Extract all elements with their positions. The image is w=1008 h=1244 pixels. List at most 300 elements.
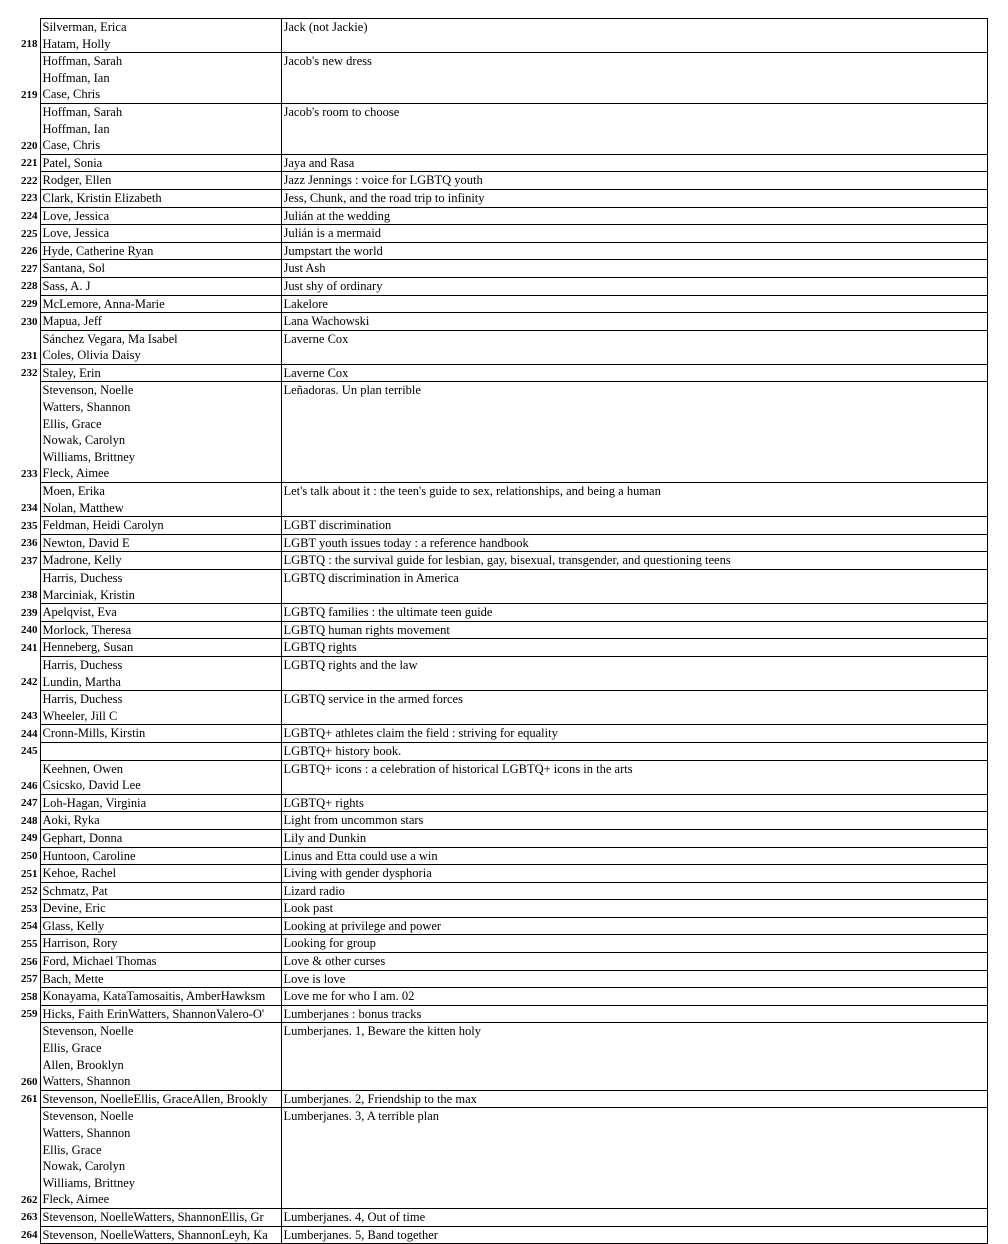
author-cell bbox=[40, 154, 281, 172]
author-cell bbox=[40, 330, 281, 364]
author-name: Ellis, Grace bbox=[42, 1041, 102, 1056]
author-cell bbox=[40, 656, 281, 690]
title-cell bbox=[281, 970, 987, 988]
title-cell bbox=[281, 604, 987, 622]
author-name: Fleck, Aimee bbox=[42, 1192, 110, 1207]
row-number: 250 bbox=[21, 850, 38, 862]
author-name: Silverman, Erica bbox=[42, 20, 127, 34]
row-number: 258 bbox=[21, 990, 38, 1003]
table-row bbox=[0, 364, 987, 382]
table-row bbox=[0, 225, 987, 243]
author-cell bbox=[40, 207, 281, 225]
author-name: Fleck, Aimee bbox=[42, 466, 110, 481]
author-cell bbox=[40, 794, 281, 812]
author-name: Rodger, Ellen bbox=[42, 173, 112, 188]
title-cell bbox=[281, 742, 987, 760]
author-name: Hoffman, Sarah bbox=[42, 104, 123, 119]
author-name: Harris, Duchess bbox=[42, 692, 123, 707]
title-text: Lumberjanes. 5, Band together bbox=[283, 1227, 438, 1242]
row-number: 264 bbox=[21, 1229, 38, 1242]
author-name: Ellis, Grace bbox=[42, 1142, 102, 1157]
table-row bbox=[0, 988, 987, 1006]
title-text: Leñadoras. Un plan terrible bbox=[283, 383, 421, 398]
table-row bbox=[0, 154, 987, 172]
table-row bbox=[0, 656, 987, 690]
table-row bbox=[0, 382, 987, 483]
author-cell bbox=[40, 172, 281, 190]
author-cell bbox=[40, 364, 281, 382]
title-cell bbox=[281, 900, 987, 918]
title-cell bbox=[281, 865, 987, 883]
author-name: Konayama, KataTamosaitis, AmberHawksm bbox=[42, 989, 266, 1004]
title-cell bbox=[281, 330, 987, 364]
title-text: Love & other curses bbox=[283, 954, 386, 969]
title-text: Let's talk about it : the teen's guide to sex, relationships, and being a human bbox=[283, 484, 661, 499]
table-row bbox=[0, 760, 987, 794]
row-number: 255 bbox=[21, 937, 38, 950]
catalog-rows bbox=[0, 19, 987, 1244]
author-cell bbox=[40, 277, 281, 295]
title-text: LGBT discrimination bbox=[283, 518, 392, 533]
row-number: 240 bbox=[21, 624, 38, 637]
title-cell bbox=[281, 953, 987, 971]
title-cell bbox=[281, 1226, 987, 1244]
title-text: Light from uncommon stars bbox=[283, 813, 424, 828]
row-number: 257 bbox=[21, 973, 38, 986]
title-cell bbox=[281, 1108, 987, 1209]
author-cell bbox=[40, 604, 281, 622]
title-cell bbox=[281, 277, 987, 295]
author-name: Madrone, Kelly bbox=[42, 553, 122, 568]
title-text: LGBTQ families : the ultimate teen guide bbox=[283, 605, 493, 620]
row-number: 229 bbox=[21, 298, 38, 310]
row-number: 228 bbox=[21, 280, 38, 293]
title-text: Looking for group bbox=[283, 936, 376, 951]
row-number: 246 bbox=[21, 779, 38, 792]
author-cell bbox=[40, 1090, 281, 1108]
row-number: 226 bbox=[21, 245, 38, 258]
author-cell bbox=[40, 988, 281, 1006]
author-name: Ford, Michael Thomas bbox=[42, 954, 157, 969]
author-name: Case, Chris bbox=[42, 87, 101, 102]
author-name: Hoffman, Ian bbox=[42, 121, 110, 136]
author-name: Staley, Erin bbox=[42, 365, 101, 380]
row-number: 241 bbox=[21, 641, 38, 654]
table-row bbox=[0, 1208, 987, 1226]
title-cell bbox=[281, 295, 987, 313]
title-cell bbox=[281, 1090, 987, 1108]
author-cell bbox=[40, 865, 281, 883]
title-cell bbox=[281, 53, 987, 104]
author-name bbox=[43, 743, 279, 760]
author-cell bbox=[40, 935, 281, 953]
row-number: 234 bbox=[21, 502, 38, 515]
row-number: 248 bbox=[21, 814, 38, 827]
author-cell bbox=[40, 225, 281, 243]
row-number: 223 bbox=[21, 192, 38, 205]
title-text: Jumpstart the world bbox=[283, 243, 383, 258]
row-number: 227 bbox=[21, 262, 38, 275]
row-number: 260 bbox=[21, 1075, 38, 1088]
table-row bbox=[0, 483, 987, 517]
title-cell bbox=[281, 382, 987, 483]
table-row bbox=[0, 295, 987, 313]
author-name: Case, Chris bbox=[42, 138, 101, 153]
author-name: Nowak, Carolyn bbox=[42, 433, 126, 448]
title-text: Julián at the wedding bbox=[283, 208, 391, 223]
table-row bbox=[0, 812, 987, 830]
author-cell bbox=[40, 953, 281, 971]
table-row bbox=[0, 172, 987, 190]
row-number: 244 bbox=[21, 727, 38, 740]
table-row bbox=[0, 691, 987, 725]
title-text: Just Ash bbox=[283, 261, 326, 276]
title-cell bbox=[281, 847, 987, 865]
title-text: Look past bbox=[283, 901, 334, 916]
table-row bbox=[0, 935, 987, 953]
table-row bbox=[0, 604, 987, 622]
author-cell bbox=[40, 829, 281, 847]
author-name: Stevenson, Noelle bbox=[42, 1109, 134, 1124]
title-text: Jacob's room to choose bbox=[283, 104, 400, 119]
title-text: Just shy of ordinary bbox=[283, 278, 383, 293]
author-name: Watters, Shannon bbox=[42, 1074, 131, 1089]
table-row bbox=[0, 1090, 987, 1108]
author-name: Cronn-Mills, Kirstin bbox=[42, 726, 146, 741]
title-text: LGBTQ rights bbox=[283, 640, 357, 655]
author-name: Hyde, Catherine Ryan bbox=[42, 243, 154, 258]
title-cell bbox=[281, 639, 987, 657]
author-cell bbox=[40, 260, 281, 278]
table-row bbox=[0, 882, 987, 900]
author-name: Santana, Sol bbox=[42, 261, 105, 276]
row-number: 218 bbox=[21, 38, 38, 51]
table-row bbox=[0, 639, 987, 657]
title-text: Love is love bbox=[283, 971, 346, 986]
table-row bbox=[0, 570, 987, 604]
row-number: 238 bbox=[21, 589, 38, 602]
title-text: Julián is a mermaid bbox=[283, 226, 382, 241]
author-cell bbox=[40, 1208, 281, 1226]
title-cell bbox=[281, 172, 987, 190]
row-number: 239 bbox=[21, 606, 38, 619]
title-cell bbox=[281, 207, 987, 225]
title-text: Jack (not Jackie) bbox=[283, 20, 368, 34]
author-name: Huntoon, Caroline bbox=[42, 848, 136, 863]
author-cell bbox=[40, 382, 281, 483]
row-number: 256 bbox=[21, 955, 38, 968]
row-number: 220 bbox=[21, 139, 38, 152]
table-row bbox=[0, 19, 987, 53]
title-text: LGBTQ discrimination in America bbox=[283, 571, 459, 585]
table-row bbox=[0, 330, 987, 364]
table-row bbox=[0, 207, 987, 225]
title-text: Laverne Cox bbox=[283, 331, 349, 346]
title-text: LGBTQ+ history book. bbox=[283, 743, 402, 758]
author-cell bbox=[40, 570, 281, 604]
author-name: Stevenson, Noelle bbox=[42, 383, 134, 398]
author-name: Allen, Brooklyn bbox=[42, 1057, 124, 1072]
row-number: 261 bbox=[21, 1093, 38, 1106]
row-number: 235 bbox=[21, 519, 38, 532]
author-cell bbox=[40, 742, 281, 760]
title-text: Lumberjanes. 2, Friendship to the max bbox=[283, 1091, 477, 1106]
author-name: Hoffman, Sarah bbox=[42, 54, 123, 69]
row-number: 252 bbox=[21, 885, 38, 898]
title-cell bbox=[281, 1023, 987, 1090]
author-name: Love, Jessica bbox=[42, 208, 110, 223]
title-cell bbox=[281, 483, 987, 517]
author-cell bbox=[40, 534, 281, 552]
author-cell bbox=[40, 847, 281, 865]
row-number: 224 bbox=[21, 210, 38, 223]
author-name: Harrison, Rory bbox=[42, 936, 118, 951]
author-name: Williams, Brittney bbox=[42, 449, 136, 464]
author-cell bbox=[40, 242, 281, 260]
author-cell bbox=[40, 517, 281, 535]
author-name: Bach, Mette bbox=[42, 971, 104, 986]
title-text: LGBTQ+ icons : a celebration of historical LGBTQ+ icons in the arts bbox=[283, 761, 633, 776]
title-text: Lakelore bbox=[283, 296, 328, 311]
title-cell bbox=[281, 794, 987, 812]
author-cell bbox=[40, 1023, 281, 1090]
row-number: 236 bbox=[21, 537, 38, 550]
author-cell bbox=[40, 552, 281, 570]
author-name: Wheeler, Jill C bbox=[42, 708, 118, 723]
row-number: 231 bbox=[21, 349, 38, 362]
author-name: Stevenson, NoelleWatters, ShannonLeyh, Ka bbox=[42, 1227, 268, 1242]
row-number: 243 bbox=[21, 710, 38, 723]
author-name: Watters, Shannon bbox=[42, 1126, 131, 1140]
author-name: Stevenson, NoelleWatters, ShannonEllis, Gr bbox=[42, 1209, 264, 1224]
title-cell bbox=[281, 988, 987, 1006]
row-number: 221 bbox=[21, 157, 38, 170]
row-number: 233 bbox=[21, 467, 38, 480]
author-name: McLemore, Anna-Marie bbox=[42, 296, 165, 311]
title-text: Lumberjanes. 4, Out of time bbox=[283, 1209, 426, 1224]
title-cell bbox=[281, 534, 987, 552]
row-number: 230 bbox=[21, 315, 38, 328]
author-cell bbox=[40, 970, 281, 988]
author-cell bbox=[40, 760, 281, 794]
author-name: Gephart, Donna bbox=[42, 830, 123, 845]
row-number: 253 bbox=[21, 902, 38, 915]
title-cell bbox=[281, 829, 987, 847]
row-number: 251 bbox=[21, 867, 38, 880]
author-cell bbox=[40, 483, 281, 517]
table-row bbox=[0, 517, 987, 535]
title-text: Jacob's new dress bbox=[283, 54, 372, 69]
table-row bbox=[0, 970, 987, 988]
title-text: LGBTQ+ rights bbox=[283, 795, 364, 810]
author-name: Stevenson, Noelle bbox=[42, 1024, 134, 1039]
author-name: Love, Jessica bbox=[42, 226, 110, 241]
title-cell bbox=[281, 621, 987, 639]
title-cell bbox=[281, 1005, 987, 1023]
author-name: Devine, Eric bbox=[42, 901, 106, 916]
author-name: Harris, Duchess bbox=[42, 657, 123, 672]
table-row bbox=[0, 1108, 987, 1209]
author-cell bbox=[40, 639, 281, 657]
title-cell bbox=[281, 882, 987, 900]
author-cell bbox=[40, 313, 281, 331]
author-name: Hoffman, Ian bbox=[42, 70, 110, 85]
author-cell bbox=[40, 900, 281, 918]
author-name: Stevenson, NoelleEllis, GraceAllen, Brookly bbox=[42, 1091, 268, 1106]
author-name: Keehnen, Owen bbox=[42, 761, 124, 776]
author-cell bbox=[40, 103, 281, 154]
title-cell bbox=[281, 691, 987, 725]
title-cell bbox=[281, 656, 987, 690]
table-row bbox=[0, 277, 987, 295]
author-cell bbox=[40, 812, 281, 830]
row-number: 247 bbox=[21, 797, 38, 810]
author-name: Hicks, Faith ErinWatters, ShannonValero-O' bbox=[42, 1006, 265, 1021]
author-cell bbox=[40, 917, 281, 935]
title-text: Laverne Cox bbox=[283, 365, 349, 380]
title-text: Jaya and Rasa bbox=[283, 155, 355, 170]
author-name: Coles, Olivia Daisy bbox=[42, 348, 141, 363]
author-name: Nowak, Carolyn bbox=[42, 1159, 126, 1174]
author-name: Glass, Kelly bbox=[42, 918, 105, 933]
author-cell bbox=[40, 882, 281, 900]
title-cell bbox=[281, 154, 987, 172]
title-cell bbox=[281, 189, 987, 207]
author-name: Loh-Hagan, Virginia bbox=[42, 795, 147, 810]
title-cell bbox=[281, 517, 987, 535]
title-cell bbox=[281, 917, 987, 935]
row-number: 219 bbox=[21, 88, 38, 101]
row-number: 222 bbox=[21, 174, 38, 187]
title-text: Lizard radio bbox=[283, 883, 345, 898]
author-cell bbox=[40, 53, 281, 104]
title-cell bbox=[281, 242, 987, 260]
author-name: Kehoe, Rachel bbox=[42, 866, 117, 881]
author-name: Sánchez Vegara, Ma Isabel bbox=[42, 331, 178, 346]
author-name: Lundin, Martha bbox=[42, 674, 121, 689]
table-row bbox=[0, 189, 987, 207]
title-text: LGBTQ+ athletes claim the field : striving for equality bbox=[283, 726, 558, 741]
author-name: Watters, Shannon bbox=[42, 400, 131, 415]
author-name: Mapua, Jeff bbox=[42, 314, 102, 329]
title-text: Lily and Dunkin bbox=[283, 830, 367, 845]
author-name: Henneberg, Susan bbox=[42, 640, 134, 655]
author-name: Newton, David E bbox=[42, 535, 130, 550]
title-cell bbox=[281, 225, 987, 243]
table-row bbox=[0, 313, 987, 331]
table-row bbox=[0, 621, 987, 639]
author-name: Aoki, Ryka bbox=[42, 813, 100, 828]
title-text: Lumberjanes. 1, Beware the kitten holy bbox=[283, 1024, 482, 1039]
author-name: Apelqvist, Eva bbox=[42, 605, 117, 620]
title-text: Lumberjanes : bonus tracks bbox=[283, 1006, 422, 1021]
title-cell bbox=[281, 103, 987, 154]
author-name: Feldman, Heidi Carolyn bbox=[42, 518, 164, 533]
table-row bbox=[0, 917, 987, 935]
title-text: Lana Wachowski bbox=[283, 314, 370, 329]
title-text: LGBTQ rights and the law bbox=[283, 657, 418, 672]
row-number: 254 bbox=[21, 920, 38, 933]
title-cell bbox=[281, 570, 987, 604]
title-text: Jess, Chunk, and the road trip to infinity bbox=[283, 190, 485, 205]
row-number: 237 bbox=[21, 554, 38, 567]
title-cell bbox=[281, 313, 987, 331]
table-row bbox=[0, 1023, 987, 1090]
title-text: LGBT youth issues today : a reference handbook bbox=[283, 535, 529, 550]
author-name: Ellis, Grace bbox=[42, 416, 102, 431]
title-cell bbox=[281, 19, 987, 53]
author-name: Morlock, Theresa bbox=[42, 622, 132, 637]
author-name: Harris, Duchess bbox=[42, 571, 123, 585]
author-name: Williams, Brittney bbox=[42, 1175, 136, 1190]
table-row bbox=[0, 953, 987, 971]
title-cell bbox=[281, 260, 987, 278]
author-cell bbox=[40, 621, 281, 639]
table-row bbox=[0, 53, 987, 104]
author-name: Csicsko, David Lee bbox=[42, 778, 141, 793]
table-row bbox=[0, 865, 987, 883]
author-name: Nolan, Matthew bbox=[42, 500, 124, 515]
title-cell bbox=[281, 725, 987, 743]
row-number: 249 bbox=[21, 832, 38, 845]
table-row bbox=[0, 1005, 987, 1023]
title-text: Jazz Jennings : voice for LGBTQ youth bbox=[283, 173, 483, 188]
author-name: Clark, Kristin Elizabeth bbox=[42, 190, 162, 205]
author-name: Patel, Sonia bbox=[42, 155, 103, 170]
row-number: 225 bbox=[21, 227, 38, 240]
author-cell bbox=[40, 691, 281, 725]
catalog-table bbox=[0, 18, 988, 1244]
table-row bbox=[0, 552, 987, 570]
title-text: LGBTQ human rights movement bbox=[283, 622, 450, 637]
author-cell bbox=[40, 1108, 281, 1209]
title-text: Living with gender dysphoria bbox=[283, 866, 432, 881]
author-name: Sass, A. J bbox=[42, 278, 91, 293]
table-row bbox=[0, 1226, 987, 1244]
table-row bbox=[0, 103, 987, 154]
title-cell bbox=[281, 935, 987, 953]
title-text: Lumberjanes. 3, A terrible plan bbox=[283, 1109, 440, 1124]
table-row bbox=[0, 242, 987, 260]
author-name: Hatam, Holly bbox=[42, 36, 111, 51]
row-number: 232 bbox=[21, 367, 38, 380]
table-row bbox=[0, 742, 987, 760]
table-row bbox=[0, 534, 987, 552]
author-name: Schmatz, Pat bbox=[42, 883, 108, 898]
row-number: 259 bbox=[21, 1008, 38, 1021]
author-cell bbox=[40, 189, 281, 207]
title-cell bbox=[281, 1208, 987, 1226]
table-row bbox=[0, 847, 987, 865]
row-number: 262 bbox=[21, 1193, 38, 1206]
author-cell bbox=[40, 295, 281, 313]
title-cell bbox=[281, 364, 987, 382]
title-text: Love me for who I am. 02 bbox=[283, 989, 415, 1004]
table-row bbox=[0, 725, 987, 743]
table-row bbox=[0, 794, 987, 812]
title-cell bbox=[281, 552, 987, 570]
title-cell bbox=[281, 812, 987, 830]
author-cell bbox=[40, 19, 281, 53]
author-cell bbox=[40, 1226, 281, 1244]
row-number: 263 bbox=[21, 1211, 38, 1224]
author-name: Moen, Erika bbox=[42, 484, 105, 499]
title-text: LGBTQ service in the armed forces bbox=[283, 692, 463, 707]
author-cell bbox=[40, 725, 281, 743]
row-number: 245 bbox=[21, 745, 38, 758]
table-row bbox=[0, 900, 987, 918]
table-row bbox=[0, 829, 987, 847]
